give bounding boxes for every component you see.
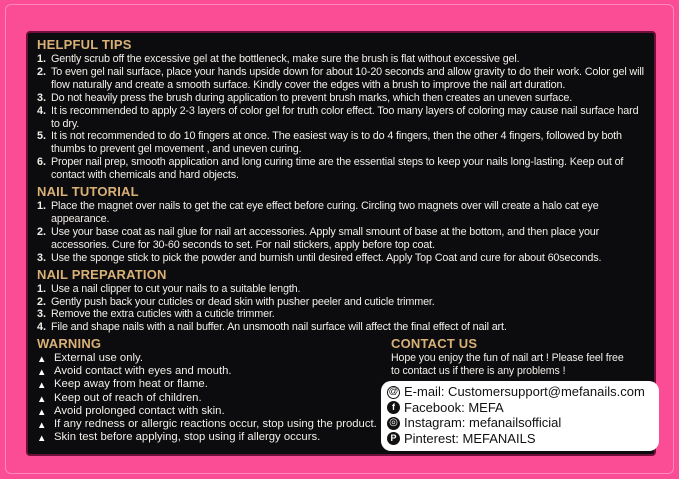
warning-text: External use only. [54,352,143,365]
contact-us-title: CONTACT US [391,336,478,352]
list-item [37,252,645,265]
item-number: 1. [37,200,47,213]
nail-preparation-list [37,283,645,335]
instruction-panel [26,31,656,456]
warning-item [37,405,381,418]
list-item [37,226,645,252]
warning-triangle-icon: ▲ [37,406,47,418]
bottom-row [37,334,645,451]
section-nail-preparation [37,267,645,335]
warning-text: Keep away from heat or flame. [54,378,208,391]
warning-triangle-icon: ▲ [37,419,47,431]
list-item [37,200,645,226]
list-item [37,283,645,296]
item-number: 2. [37,295,47,308]
list-item [37,156,645,182]
item-text: It is not recommended to do 10 fingers at once. The easiest way is to do 4 fingers, then the other 4 fingers, followed by both thumbs to prevent gel movement , and uneven curing. [51,130,622,156]
warning-triangle-icon: ▲ [37,354,47,366]
item-number: 4. [37,321,47,334]
list-item [37,66,645,92]
nail-tutorial-list [37,200,645,265]
item-number: 1. [37,282,47,295]
list-item [37,130,645,156]
contact-entry-text: Facebook: MEFA [404,399,504,415]
contact-entry-text: Instagram: mefanailsofficial [404,415,562,431]
email-icon: @ [388,386,399,398]
warning-triangle-icon: ▲ [37,432,47,444]
section-nail-tutorial [37,184,645,265]
list-item [37,53,645,66]
nail-tutorial-title: NAIL TUTORIAL [37,184,139,200]
item-text: Gently scrub off the excessive gel at the bottleneck, make sure the brush is flat without excessive gel. [51,53,520,65]
item-number: 3. [37,251,47,264]
section-warning [37,334,381,444]
list-item [37,105,645,131]
contact-details-box [381,381,659,451]
warning-item [37,431,381,444]
pinterest-icon: P [387,432,400,445]
contact-entry [387,400,652,416]
contact-entry-text: Pinterest: MEFANAILS [404,430,536,446]
item-text: Use your base coat as nail glue for nail art accessories. Apply small smount of base at the bottom, and then place your accessories. Cure for 30-60 seconds to set. For nail stickers, apply before top coat. [51,225,600,251]
list-item [37,308,645,321]
helpful-tips-title: HELPFUL TIPS [37,37,132,52]
facebook-icon: f [387,401,400,414]
contact-intro-text: Hope you enjoy the fun of nail art ! Please feel free to contact us if there is any problems ! [391,352,624,377]
warning-text: Skin test before applying, stop using if allergy occurs. [54,430,321,443]
warning-item [37,352,381,365]
contact-entry [387,384,652,400]
item-text: Place the magnet over nails to get the cat eye effect before curing. Circling two magnets over will create a halo cat eye appearance. [51,200,599,225]
item-number: 4. [37,104,47,117]
item-number: 6. [37,156,47,169]
warning-list [37,352,381,444]
item-text: Gently push back your cuticles or dead skin with pusher peeler and cuticle trimmer. [51,295,435,308]
warning-triangle-icon: ▲ [37,393,47,405]
warning-item [37,378,381,391]
warning-title: WARNING [37,336,102,352]
list-item [37,296,645,309]
warning-text: Avoid contact with eyes and mouth. [54,365,232,378]
list-item [37,92,645,105]
item-text: Proper nail prep, smooth application and long curing time are the essential steps to keep your nails long-lasting. Keep out of contact with chemicals and hard objects. [51,156,624,182]
item-number: 1. [37,53,47,65]
warning-text: Keep out of reach of children. [54,391,202,404]
instagram-icon: ◎ [387,417,400,430]
helpful-tips-list [37,53,645,182]
nail-preparation-title: NAIL PREPARATION [37,266,167,282]
list-item [37,321,645,334]
item-text: Use the sponge stick to pick the powder and burnish until desired effect. Apply Top Coat and cure for about 60seconds. [51,251,602,264]
item-number: 2. [37,65,47,78]
warning-text: Avoid prolonged contact with skin. [54,404,225,417]
item-number: 3. [37,91,47,104]
warning-text: If any redness or allergic reactions occur, stop using the product. [54,417,377,430]
section-contact-us [381,334,645,451]
warning-triangle-icon: ▲ [37,380,47,392]
warning-item [37,392,381,405]
warning-item [37,418,381,431]
item-text: To even gel nail surface, place your hands upside down for about 10-20 seconds and allow gravity to do their work. Color gel will flow naturally and create a smooth surface. Kindly cover the edges with a brush to improve the nail art duration. [51,65,644,91]
section-helpful-tips [37,37,645,182]
contact-entry [387,431,652,447]
item-text: File and shape nails with a nail buffer. An unsmooth nail surface will affect the final effect of nail art. [51,321,507,334]
contact-entry-text: E-mail: Customersupport@mefanails.com [404,384,645,400]
item-number: 5. [37,130,47,143]
item-text: Remove the extra cuticles with a cuticle trimmer. [51,308,275,321]
item-text: Use a nail clipper to cut your nails to a suitable length. [51,282,301,295]
contact-entry [387,415,652,431]
item-number: 3. [37,308,47,321]
item-text: Do not heavily press the brush during application to prevent brush marks, which then creates an uneven surface. [51,91,573,104]
item-number: 2. [37,225,47,238]
warning-triangle-icon: ▲ [37,367,47,379]
warning-item [37,365,381,378]
item-text: It is recommended to apply 2-3 layers of color gel for truth color effect. Too many layers of coloring may cause nail surface hard to dry. [51,104,639,130]
